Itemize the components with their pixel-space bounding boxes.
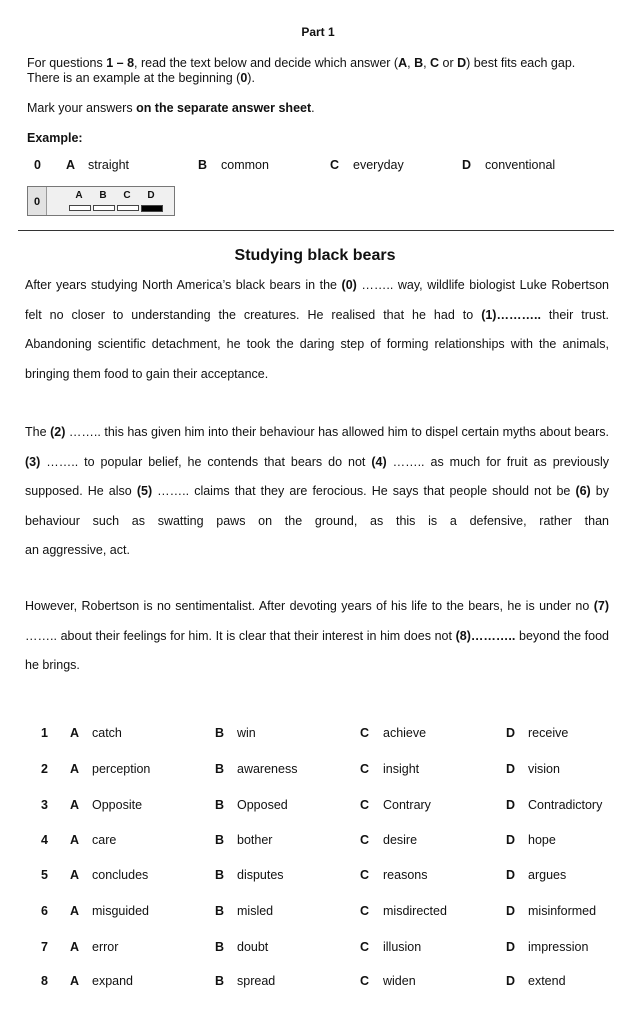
option-letter: D	[506, 762, 516, 776]
option-letter: C	[360, 974, 370, 988]
option-text: receive	[528, 726, 569, 740]
option-letter: A	[70, 726, 80, 740]
option-text: misguided	[92, 904, 149, 918]
grid-letter: C	[123, 190, 131, 201]
question-number: 8	[41, 974, 48, 988]
example-option-text: common	[221, 158, 269, 172]
option-text: misdirected	[383, 904, 447, 918]
option-text: hope	[528, 833, 556, 847]
option-text: doubt	[237, 940, 269, 954]
option-letter: D	[506, 974, 516, 988]
option-letter: A	[70, 868, 80, 882]
option-letter: B	[215, 974, 225, 988]
option-letter: C	[360, 868, 370, 882]
example-option-letter: B	[198, 158, 208, 172]
option-letter: C	[360, 762, 370, 776]
grid-box	[117, 205, 139, 211]
option-text: error	[92, 940, 119, 954]
option-letter: D	[506, 868, 516, 882]
option-letter: C	[360, 904, 370, 918]
passage-paragraph-3: However, Robertson is no sentimentalist. After devoting years of his life to the bears, he is under no (7) …….. about their feelings for him. It is clear that their interest in him does not (8)……….. beyond the food he brings.	[25, 599, 609, 672]
mark-instructions: Mark your answers on the separate answer sheet.	[27, 101, 315, 115]
example-answer-grid	[27, 186, 175, 216]
option-text: impression	[528, 940, 589, 954]
option-letter: B	[215, 940, 225, 954]
option-letter: A	[70, 762, 80, 776]
grid-number: 0	[28, 187, 47, 215]
grid-box	[69, 205, 91, 211]
option-letter: B	[215, 868, 225, 882]
passage-title: Studying black bears	[234, 247, 396, 264]
option-text: insight	[383, 762, 420, 776]
instructions-line-2: There is an example at the beginning (0).	[27, 71, 255, 85]
example-option-letter: D	[462, 158, 472, 172]
grid-letter: A	[75, 190, 83, 201]
option-letter: A	[70, 940, 80, 954]
option-letter: A	[70, 833, 80, 847]
option-letter: A	[70, 974, 80, 988]
question-number: 4	[41, 833, 48, 847]
option-text: misinformed	[528, 904, 597, 918]
example-number: 0	[34, 158, 41, 172]
option-letter: B	[215, 798, 225, 812]
option-text: Opposite	[92, 798, 143, 812]
option-letter: C	[360, 833, 370, 847]
option-text: widen	[383, 974, 416, 988]
option-letter: D	[506, 726, 516, 740]
divider	[18, 230, 614, 231]
instructions-line-1: For questions 1 – 8, read the text below and decide which answer (A, B, C or D) best fits each gap.	[27, 56, 576, 70]
option-text: care	[92, 833, 117, 847]
grid-letter: B	[99, 190, 107, 201]
option-text: vision	[528, 762, 560, 776]
example-option-letter: C	[330, 158, 340, 172]
option-letter: B	[215, 904, 225, 918]
option-letter: A	[70, 904, 80, 918]
option-text: concludes	[92, 868, 149, 882]
option-text: expand	[92, 974, 134, 988]
option-text: catch	[92, 726, 122, 740]
option-text: desire	[383, 833, 418, 847]
page-title: Part 1	[301, 25, 335, 39]
option-letter: D	[506, 940, 516, 954]
option-letter: B	[215, 833, 225, 847]
option-text: achieve	[383, 726, 427, 740]
passage-paragraph-1: After years studying North America’s black bears in the (0) …….. way, wildlife biologist Luke Robertson felt no closer to understanding the creatures. He realised that he had to (1)……….. their trust. Abandoning scientific detachment, he took the daring step of forming relationships with the animals, bringing them food to gain their acceptance.	[25, 278, 610, 381]
option-text: bother	[237, 833, 273, 847]
option-letter: B	[215, 762, 225, 776]
option-text: spread	[237, 974, 276, 988]
option-letter: C	[360, 940, 370, 954]
question-number: 5	[41, 868, 48, 882]
example-option-text: everyday	[353, 158, 404, 172]
passage-paragraph-2-tail: an aggressive, act.	[25, 543, 130, 557]
grid-box-selected	[141, 205, 163, 212]
passage-paragraph-2: The (2) …….. this has given him into their behaviour has allowed him to dispel certain myths about bears. (3) …….. to popular belief, he contends that bears do not (4) …….. as much for fruit as previously supposed. He also (5) …….. claims that they are ferocious. He says that people should not be (6) by behaviour such as swatting paws on the ground, as this is a defensive, rather than an aggressive, act.	[25, 418, 609, 566]
option-text: reasons	[383, 868, 428, 882]
grid-letter: D	[147, 190, 155, 201]
option-text: win	[237, 726, 256, 740]
option-letter: B	[215, 726, 225, 740]
option-text: extend	[528, 974, 566, 988]
option-text: illusion	[383, 940, 422, 954]
option-letter: D	[506, 798, 516, 812]
question-number: 7	[41, 940, 48, 954]
option-letter: D	[506, 904, 516, 918]
option-text: disputes	[237, 868, 284, 882]
option-letter: C	[360, 726, 370, 740]
option-text: awareness	[237, 762, 298, 776]
example-option-letter: A	[66, 158, 76, 172]
option-text: misled	[237, 904, 274, 918]
option-text: Opposed	[237, 798, 288, 812]
option-letter: A	[70, 798, 80, 812]
example-option-text: straight	[88, 158, 129, 172]
option-text: Contrary	[383, 798, 431, 812]
option-text: argues	[528, 868, 567, 882]
option-text: Contradictory	[528, 798, 603, 812]
option-text: perception	[92, 762, 151, 776]
example-label: Example:	[27, 131, 83, 145]
option-letter: D	[506, 833, 516, 847]
question-number: 2	[41, 762, 48, 776]
example-option-text: conventional	[485, 158, 556, 172]
question-number: 1	[41, 726, 48, 740]
option-letter: C	[360, 798, 370, 812]
question-number: 3	[41, 798, 48, 812]
grid-box	[93, 205, 115, 211]
question-number: 6	[41, 904, 48, 918]
